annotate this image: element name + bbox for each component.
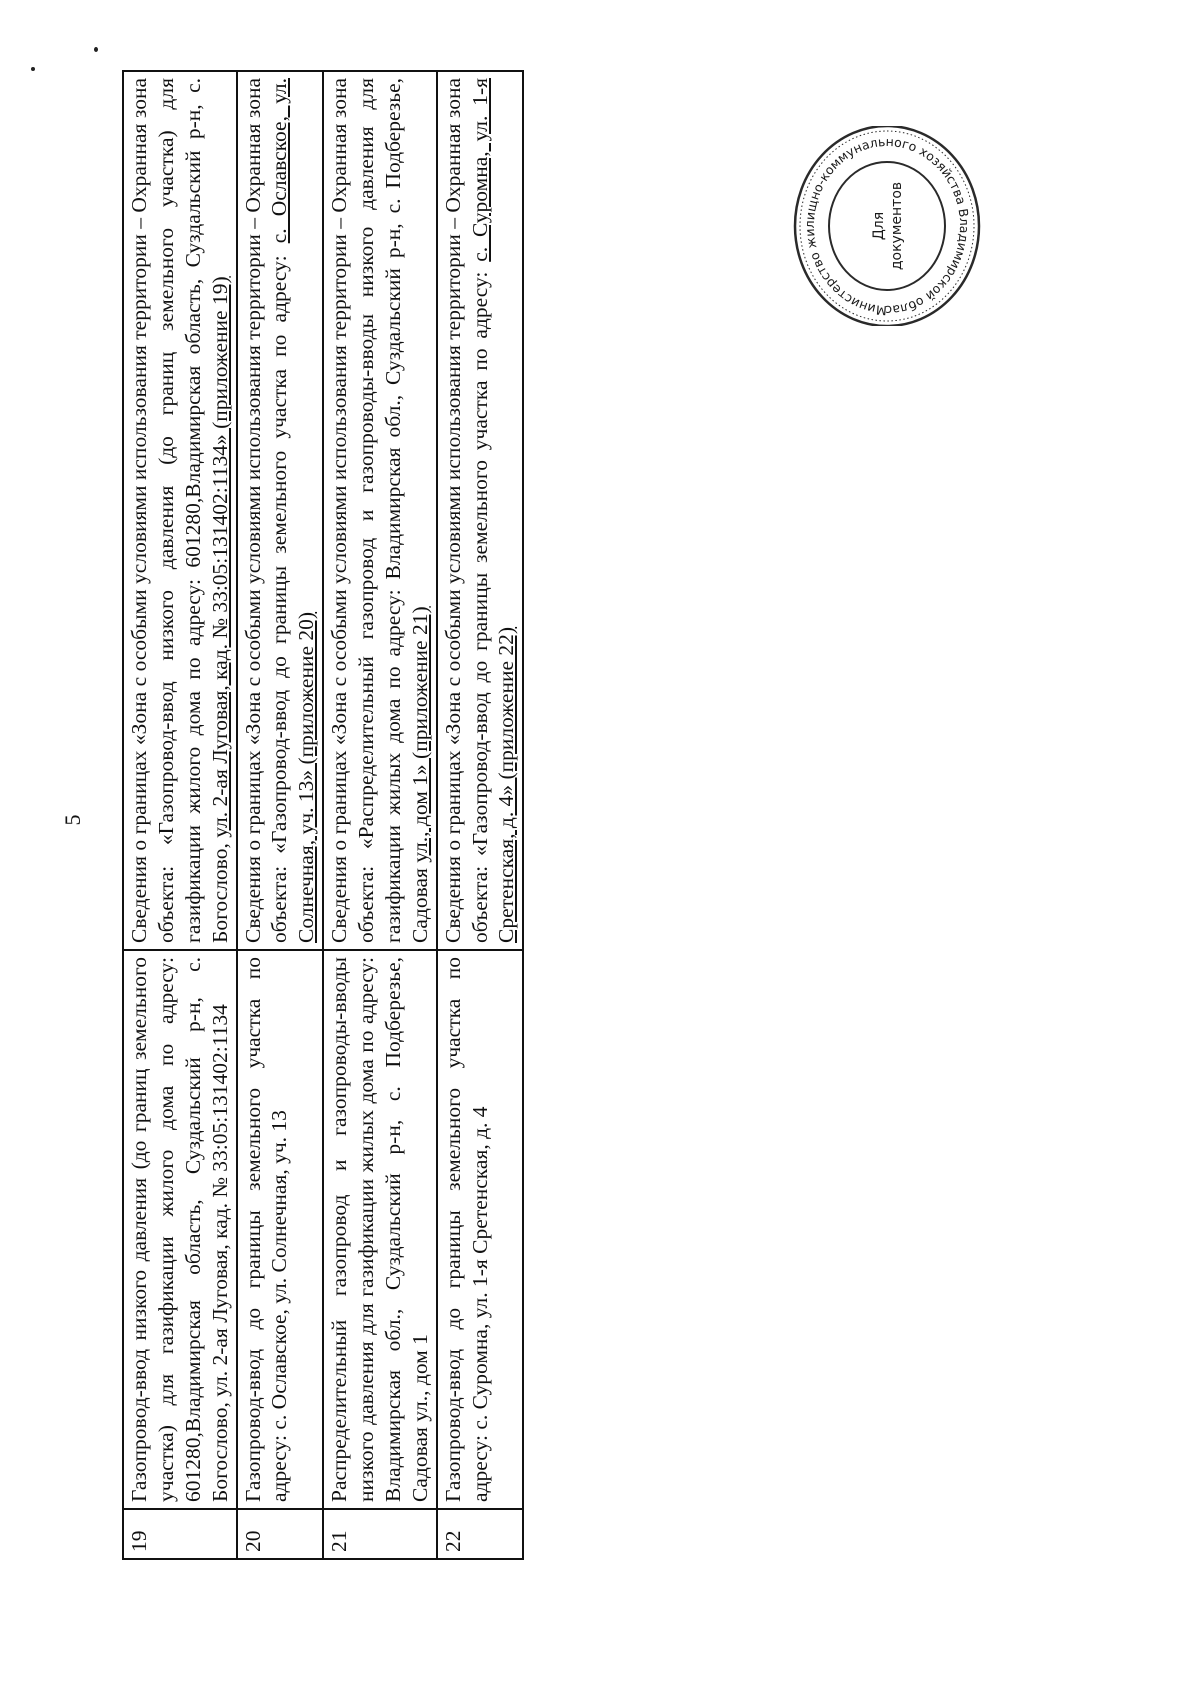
info-text: Сведения о границах «Зона с особыми условиями использования территории – Охранная зона объекта: «Распределительный газопровод и газопроводы-вводы низкого давления для газификации жилых дома по адресу: Владимирская обл., Суздальский р-н, с. Подберезье, Садовая [327,78,432,943]
info-cell [437,71,524,950]
row-number: 21 [323,1509,437,1559]
row-number: 20 [237,1509,324,1559]
info-cell [237,71,324,950]
table-row [437,71,524,1559]
table-row [237,71,324,1559]
table-row [323,71,437,1559]
info-text-underlined: ул., дом 1» (приложение 21) [407,606,432,863]
object-cell: Распределительный газопровод и газопроводы-вводы низкого давления для газификации жилых дома по адресу: Владимирская обл., Суздальский р-н, с. Подберезье, Садовая ул., дом 1 [323,950,437,1509]
scan-speck [94,47,98,52]
seal-center-line1: Для [871,211,887,241]
table-row [123,71,237,1559]
info-text-underlined: ул. 2-ая Луговая, кад. № 33:05:131402:1134» (приложение 19) [207,276,232,838]
info-cell [323,71,437,950]
rotated-page [60,70,1197,1560]
object-cell: Газопровод-ввод низкого давления (до границ земельного участка) для газификации жилого дома по адресу: 601280,Владимирская область, Суздальский р-н, с. Богослово, ул. 2-ая Луговая, кад. № 33:05:131402:1134 [123,950,237,1509]
info-text-underlined: с. Ославское, ул. Солнечная, уч. 13» (приложение 20) [267,78,319,943]
seal-ring-text: Министерство жилищно-коммунального хозяйства Владимирской облас [801,133,973,319]
info-text-underlined: с. Суромна, ул. 1-я Сретенская, д. 4» (приложение 22) [467,78,519,943]
row-number: 19 [123,1509,237,1559]
object-cell: Газопровод-ввод до границы земельного участка по адресу: с. Ославское, ул. Солнечная, уч. 13 [237,950,324,1509]
object-cell: Газопровод-ввод до границы земельного участка по адресу: с. Суромна, ул. 1-я Сретенская, д. 4 [437,950,524,1509]
info-text: Сведения о границах «Зона с особыми условиями использования территории – Охранная зона объекта: «Газопровод-ввод до границы земельного участка по адресу: [240,78,292,943]
scan-speck [31,67,35,71]
info-text: Сведения о границах «Зона с особыми условиями использования территории – Охранная зона объекта: «Газопровод-ввод низкого давления (до границ земельного участка) для газификации жилого дома по адресу: 601280,Владимирская область, Суздальский р-н, с. Богослово, [127,78,232,943]
seal-center-line2: документов [889,181,905,271]
page-number: 5 [60,814,85,826]
info-text: Сведения о границах «Зона с особыми условиями использования территории – Охранная зона объекта: «Газопровод-ввод до границы земельного участка по адресу: [440,78,492,943]
info-cell [123,71,237,950]
official-seal [777,126,997,326]
zones-table [122,70,524,1560]
row-number: 22 [437,1509,524,1559]
